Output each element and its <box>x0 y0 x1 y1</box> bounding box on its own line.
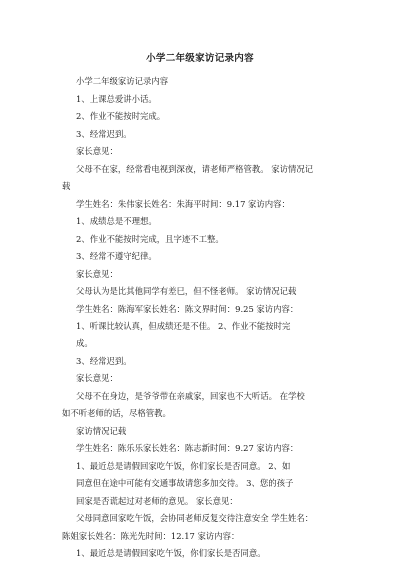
text-line: 父母认为是比其他同学有差巳，但不怪老师。 家访情况记载 <box>76 286 297 296</box>
text-line: 2、作业不能按时完成。 <box>76 111 166 121</box>
text-line: 1、成绩总是不理想。 <box>76 216 157 226</box>
text-line: 学生姓名：朱伟家长姓名：朱海平时间：9.17 家访内容： <box>76 199 290 209</box>
document-title: 小学二年级家访记录内容 <box>146 53 254 64</box>
text-line: 载 <box>62 181 71 191</box>
text-line: 3、经常迟到。 <box>76 356 132 366</box>
text-line: 1、最近总是请假回家吃午饭，你们家长是否同意。 2、如 <box>76 461 291 471</box>
text-line: 成。 <box>76 338 93 348</box>
text-line: 家长意见： <box>76 373 118 383</box>
text-line: 陈姐家长姓名：陈光先时间：12.17 家访内容： <box>62 531 240 541</box>
text-line: 2、作业不能按时完成，且字迹不工整。 <box>76 234 224 244</box>
text-line: 回家是否谎起过对老师的意见。 家长意见： <box>76 496 238 506</box>
text-line: 3、经常不遵守纪律。 <box>76 251 157 261</box>
text-line: 1、最近总是请假回家吃午饭，你们家长是否同意。 <box>76 548 266 558</box>
text-line: 小学二年级家访记录内容 <box>76 76 169 86</box>
text-line: 1、听课比较认真，但成绩还是不佳。 2、作业不能按时完 <box>76 321 291 331</box>
text-line: 父母不在身边，是爷爷带在亲戚家，回家也不大听话。 在学校 <box>76 391 305 401</box>
text-line: 家长意见： <box>76 269 118 279</box>
text-line: 父母同意回家吃午饭，会协同老师反复交待注意安全 学生姓名： <box>76 513 314 523</box>
text-line: 父母不在家，经常看电视到深夜，请老师严格管教。 家访情况记 <box>76 164 314 174</box>
text-line: 家访情况记载 <box>76 426 127 436</box>
text-line: 学生姓名：陈海军家长姓名：陈文界时间：9.25 家访内容： <box>76 304 299 314</box>
text-line: 家长意见： <box>76 146 118 156</box>
text-line: 1、上课总爱讲小话。 <box>76 94 157 104</box>
text-line: 同意但在途中可能有交通事故请您多加交待。 3、您的孩子 <box>76 478 294 488</box>
text-line: 学生姓名：陈乐乐家长姓名：陈志新时间：9.27 家访内容： <box>76 443 299 453</box>
text-line: 如不听老师的话，尽格管教。 <box>62 408 171 418</box>
text-line: 3、经常迟到。 <box>76 129 132 139</box>
